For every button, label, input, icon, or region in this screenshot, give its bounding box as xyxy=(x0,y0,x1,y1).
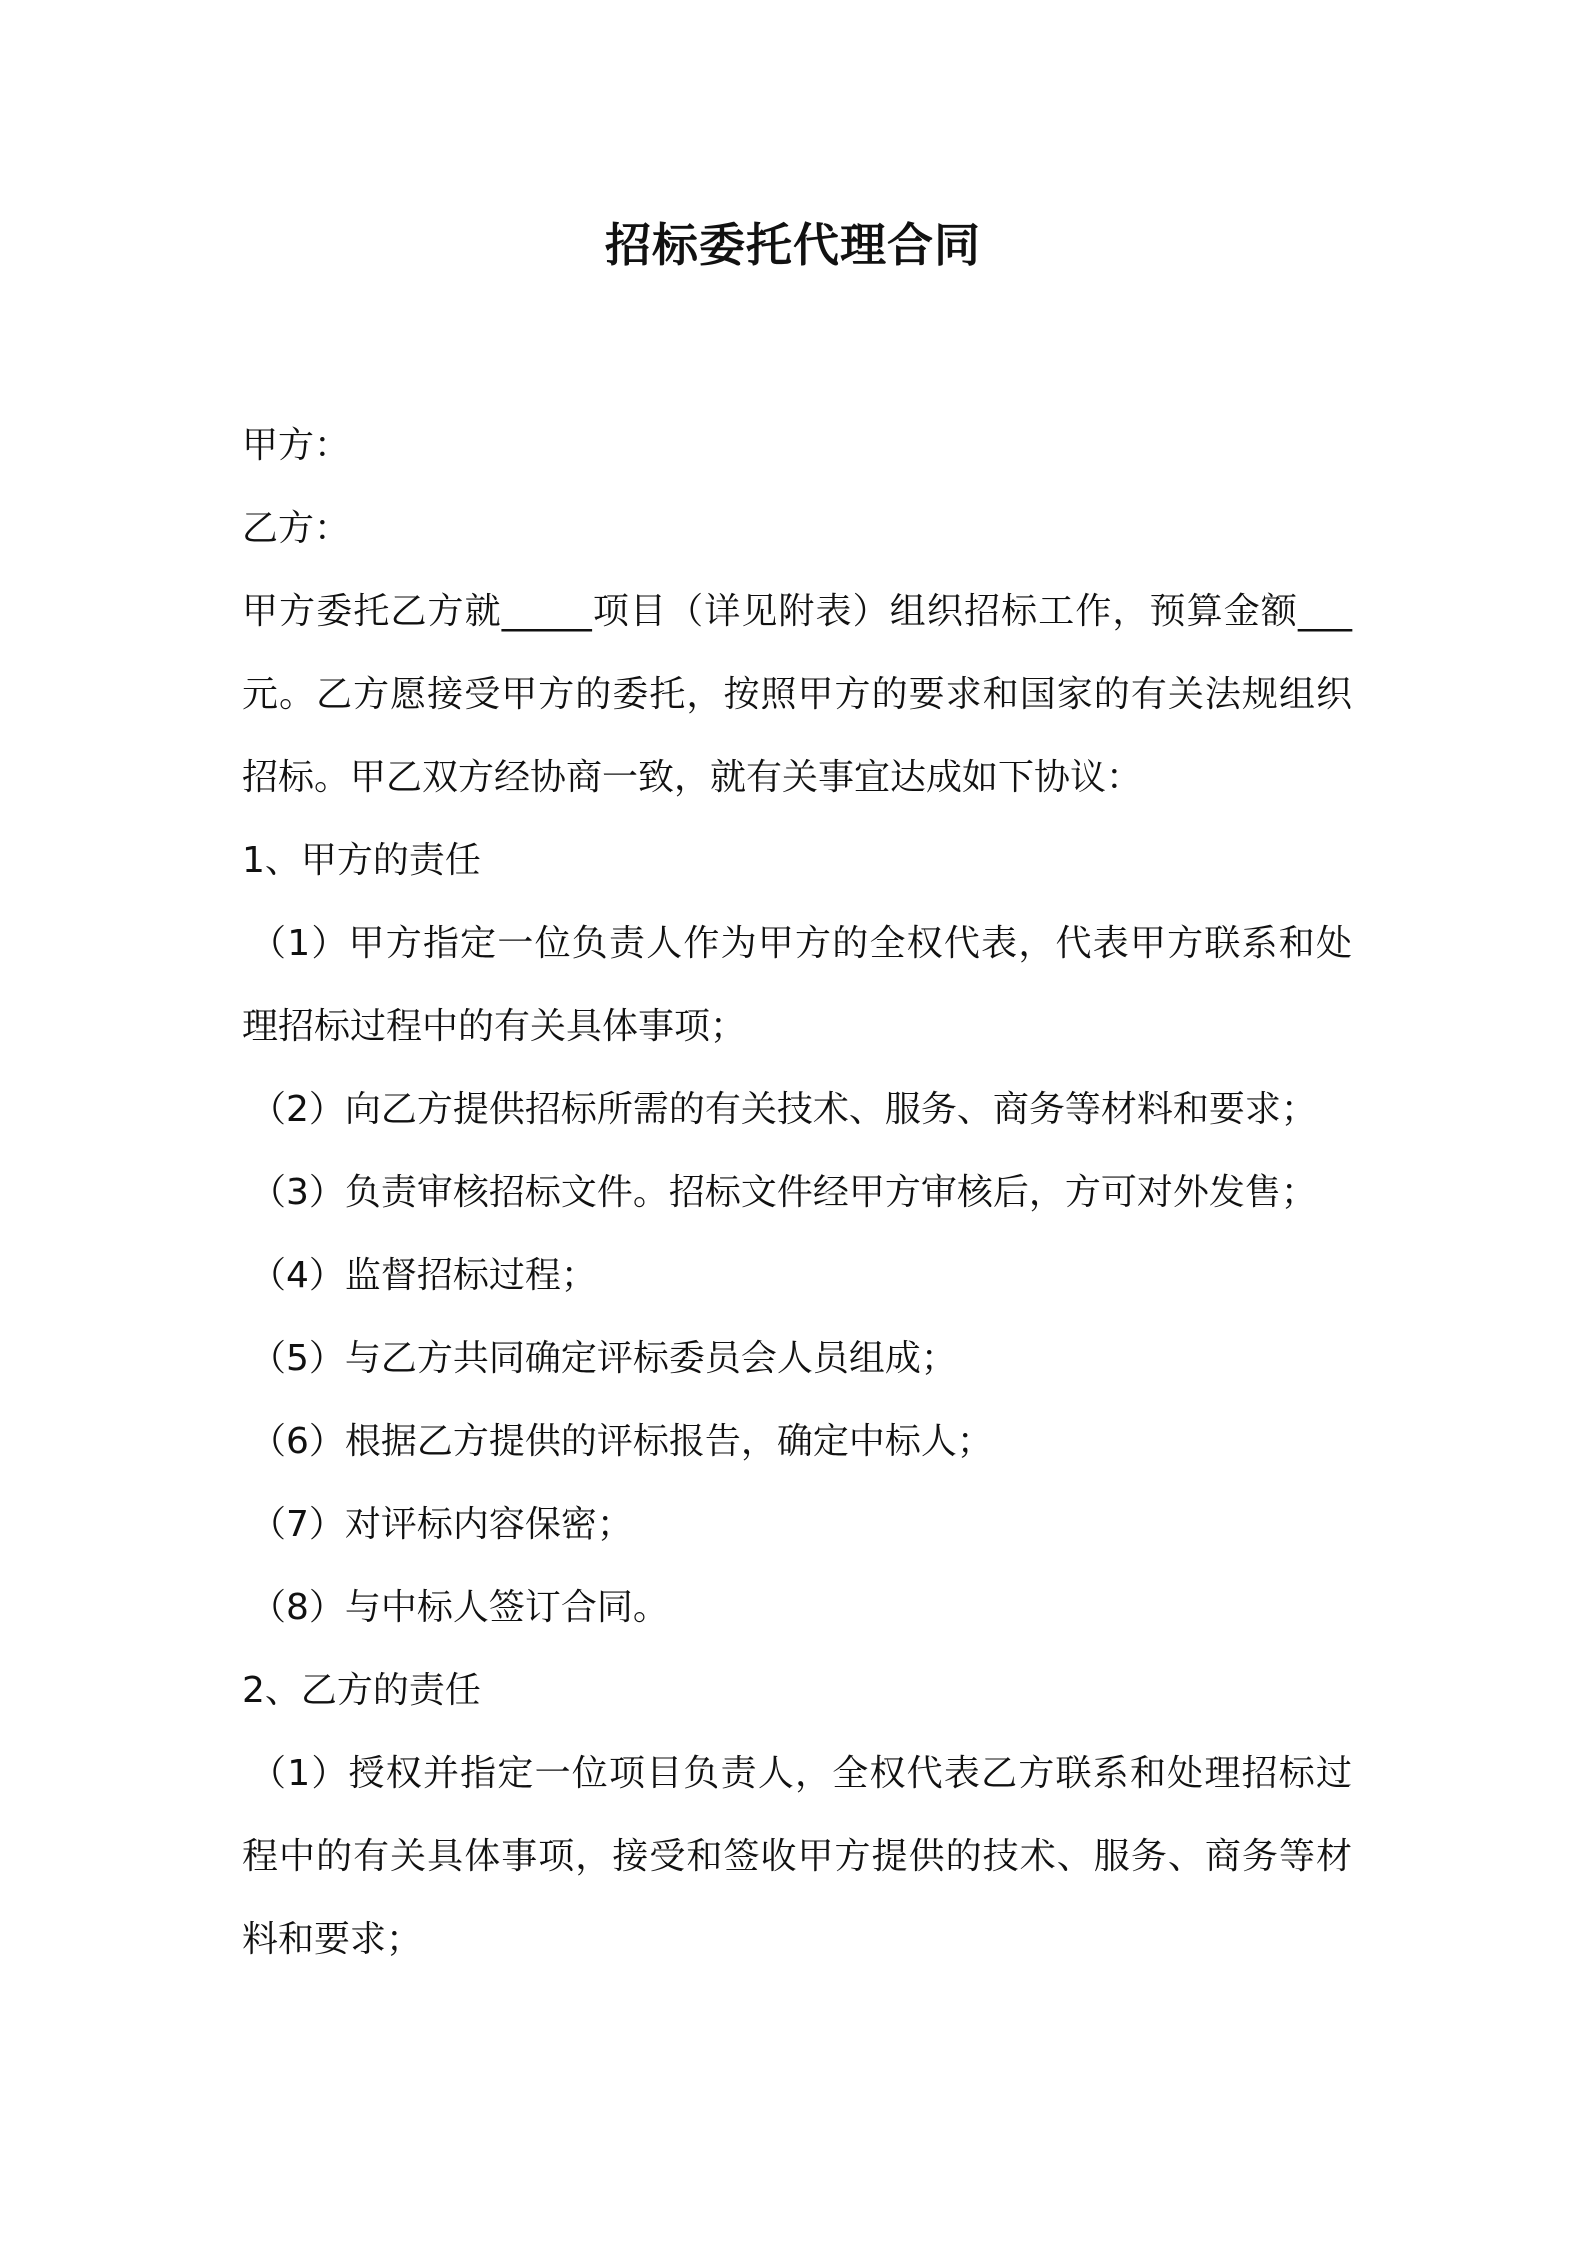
section-1-item: （4）监督招标过程； xyxy=(250,1255,597,1296)
section-1-heading: 1、甲方的责任 xyxy=(242,840,481,881)
section-1-item: （7）对评标内容保密； xyxy=(250,1504,633,1545)
section-1-item: （2）向乙方提供招标所需的有关技术、服务、商务等材料和要求； xyxy=(250,1089,1317,1130)
section-2-heading: 2、乙方的责任 xyxy=(242,1670,481,1711)
party-a-line: 甲方： xyxy=(242,425,351,466)
party-b-line: 乙方： xyxy=(242,508,351,549)
section-2-item: （1）授权并指定一位项目负责人，全权代表乙方联系和处理招标过程中的有关具体事项，接受和签收甲方提供的技术、服务、商务等材料和要求； xyxy=(242,1753,1352,1960)
section-1-item: （1）甲方指定一位负责人作为甲方的全权代表，代表甲方联系和处理招标过程中的有关具体事项； xyxy=(242,923,1352,1047)
section-1-item: （3）负责审核招标文件。招标文件经甲方审核后，方可对外发售； xyxy=(250,1172,1317,1213)
document-body xyxy=(242,404,1352,1981)
section-1-item: （6）根据乙方提供的评标报告，确定中标人； xyxy=(250,1421,993,1462)
section-1-item: （8）与中标人签订合同。 xyxy=(250,1587,669,1628)
document-title: 招标委托代理合同 xyxy=(605,218,981,272)
section-1-item: （5）与乙方共同确定评标委员会人员组成； xyxy=(250,1338,957,1379)
intro-paragraph: 甲方委托乙方就_____项目（详见附表）组织招标工作，预算金额___元。乙方愿接受甲方的委托，按照甲方的要求和国家的有关法规组织招标。甲乙双方经协商一致，就有关事宜达成如下协议： xyxy=(242,591,1352,798)
